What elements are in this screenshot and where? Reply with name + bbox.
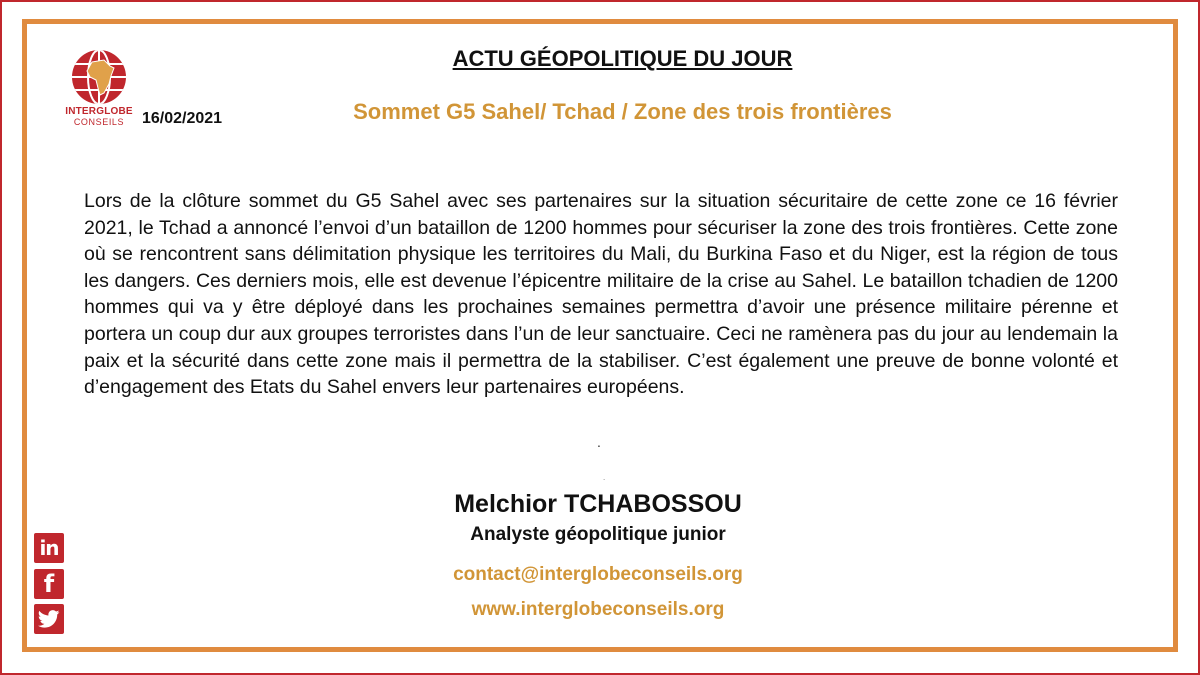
logo-subtitle: CONSEILS [73, 117, 125, 127]
facebook-icon[interactable]: f [34, 569, 64, 599]
publication-date: 16/02/2021 [142, 110, 223, 127]
trailing-mark: . [597, 434, 601, 450]
logo-name: INTERGLOBE [65, 106, 133, 117]
author-name: Melchior TCHABOSSOU [454, 490, 742, 518]
twitter-bird-icon [38, 610, 60, 628]
article-body: Lors de la clôture sommet du G5 Sahel avec ses partenaires sur la situation sécuritaire de cette zone ce 16 février 2021, le Tchad a annoncé l’envoi d’un bataillon de 1200 hommes pour sécuriser la zone des trois frontières. Cette zone où se rencontrent sans délimitation physique les territoires du Mali, du Burkina Faso et du Niger, est la région de tous les dangers. Ces derniers mois, elle est devenue l’épicentre militaire de la crise au Sahel. Le bataillon tchadien de 1200 hommes qui va y être déployé dans les prochaines semaines permettra d’avoir une présence militaire pérenne et portera un coup dur aux groupes terroristes dans l’un de leur sanctuaire. Ceci ne ramènera pas du jour au lendemain la paix et la sécurité dans cette zone mais il permettra de la stabiliser. C’est également une preuve de bonne volonté et d’engagement des Etats du Sahel envers leur partenaires européens. [84, 190, 1118, 399]
contact-email-link[interactable]: contact@interglobeconseils.org [453, 564, 743, 585]
decorative-dot: . [603, 473, 606, 482]
twitter-icon[interactable] [34, 604, 64, 634]
page-subtitle: Sommet G5 Sahel/ Tchad / Zone des trois frontières [353, 99, 892, 124]
author-role: Analyste géopolitique junior [470, 524, 726, 545]
linkedin-icon[interactable]: in [34, 533, 64, 563]
page-title: ACTU GÉOPOLITIQUE DU JOUR [452, 46, 793, 71]
website-link[interactable]: www.interglobeconseils.org [471, 599, 725, 620]
